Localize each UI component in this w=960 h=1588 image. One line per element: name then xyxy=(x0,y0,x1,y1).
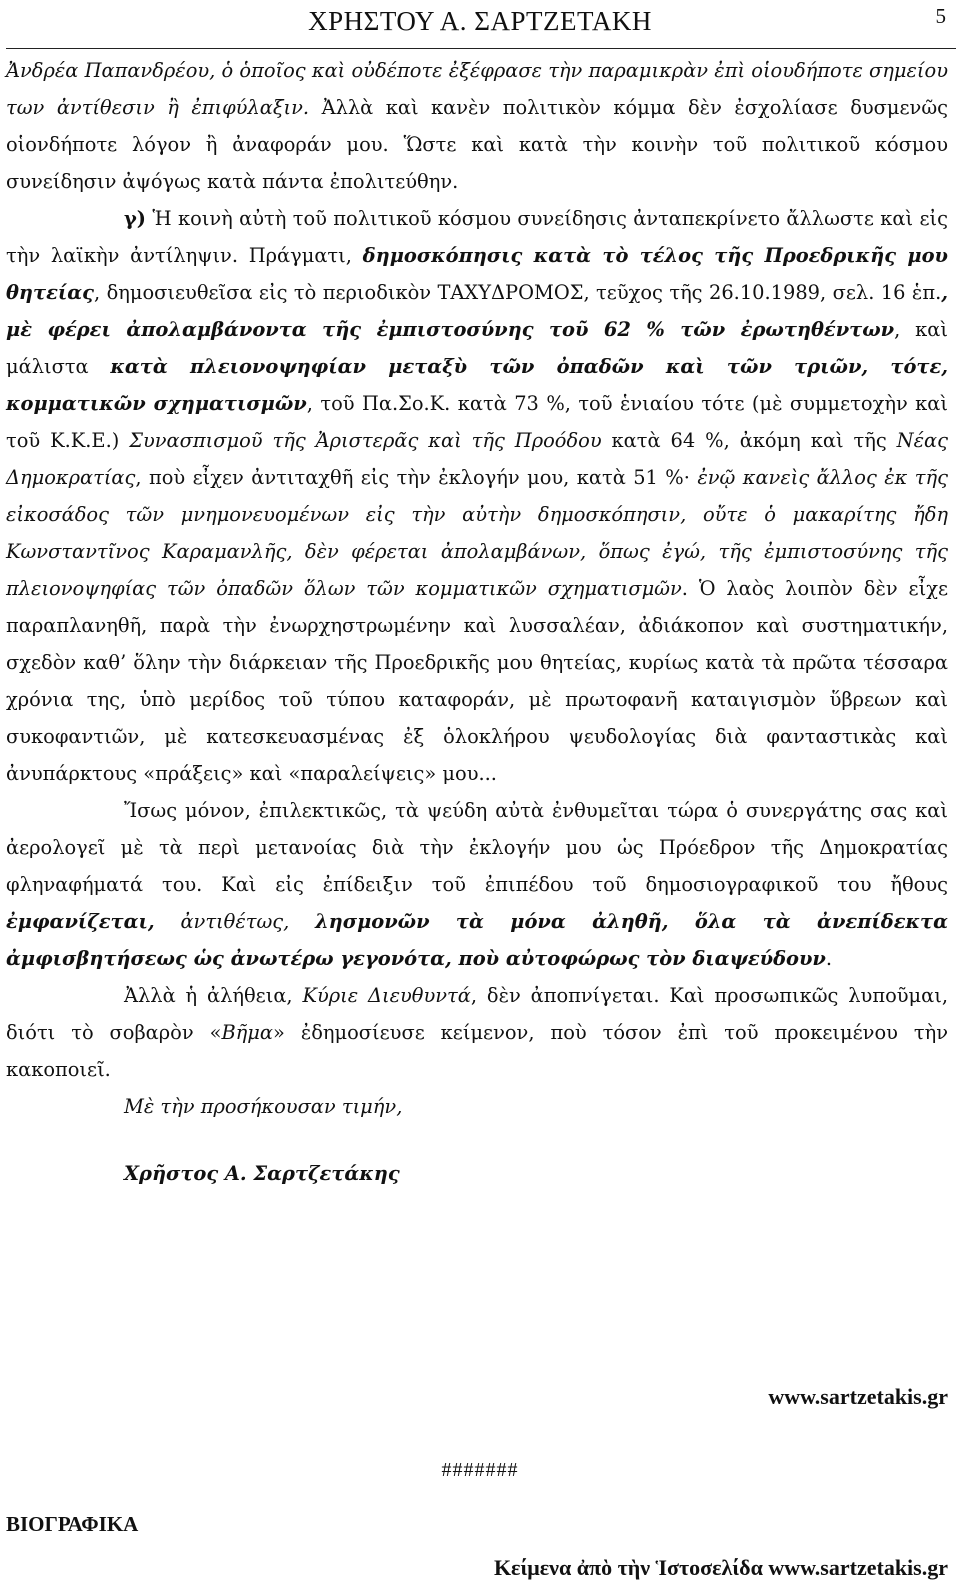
text-span: » ἐδημοσίευσε κείμενον, ποὺ τόσον ἐπὶ τοῦ προκειμένου τὴν κακοποιεῖ. xyxy=(6,1021,948,1081)
text-span: Ἀλλὰ καὶ κανὲν πολιτικὸν κόμμα δὲν ἐσχολίασε δυσμενῶς οἱονδήποτε λόγον ἢ ἀναφοράν μου. Ὥστε καὶ κατὰ τὴν κοινὴν τοῦ πολιτικοῦ κόσμου συνείδησιν ἀψόγως κατὰ πάντα ἐπολιτεύθην. xyxy=(6,96,948,193)
page-header xyxy=(0,4,960,44)
bold-italic-span: δημοσκόπησις κατὰ τὸ τέλος τῆς Προεδρικῆς μου θητείας xyxy=(6,244,948,304)
running-title: ΧΡΗΣΤΟΥ Α. ΣΑΡΤΖΕΤΑΚΗ xyxy=(308,6,652,36)
bold-italic-span: κατὰ πλειονοψηφίαν μεταξὺ τῶν ὀπαδῶν καὶ τῶν τριῶν, τότε, κομματικῶν σχηματισμῶν xyxy=(6,355,949,415)
page-footer: Κείμενα ἀπὸ τὴν Ἱστοσελίδα www.sartzetakis.gr xyxy=(493,1555,948,1580)
text-span: , τοῦ Πα.Σο.Κ. κατὰ 73 %, τοῦ ἑνιαίου τότε (μὲ συμμετοχὴν καὶ τοῦ Κ.Κ.Ε.) xyxy=(6,392,948,452)
paragraph-3 xyxy=(6,792,948,977)
paragraph-2 xyxy=(6,200,948,792)
header-rule xyxy=(6,48,956,49)
text-span: Ἡ κοινὴ αὐτὴ τοῦ πολιτικοῦ κόσμου συνείδησις ἀνταπεκρίνετο ἄλλωστε καὶ εἰς τὴν λαϊκὴν ἀντίληψιν. xyxy=(6,207,948,267)
paragraph-4 xyxy=(6,977,948,1088)
text-span: , ποὺ εἶχεν ἀντιταχθῆ εἰς τὴν ἐκλογήν μου, κατὰ 51 %· xyxy=(135,466,698,489)
bold-italic-span: , μὲ φέρει ἀπολαμβάνοντα τῆς ἐμπιστοσύνης τοῦ 62 % τῶν ἐρωτηθέντων xyxy=(6,281,948,341)
bold-italic-span: ἐμφανίζεται, xyxy=(6,910,155,933)
italic-span: Βῆμα xyxy=(221,1021,274,1044)
text-span: κατὰ 64 %, ἀκόμη καὶ τῆς xyxy=(601,429,897,452)
text-span: . Ὁ λαὸς λοιπὸν δὲν εἶχε παραπλανηθῆ, παρὰ τὴν ἐνωρχηστρωμένην καὶ λυσσαλέαν, ἀδιάκοπον καὶ συστηματικήν, σχεδὸν καθ’ ὅλην τὴν διάρκειαν τῆς Προεδρικῆς μου θητείας, κυρίως κατὰ τὰ πρῶτα τέσσαρα χρόνια της, ὑπὸ μερίδος τοῦ τύπου καταφοράν, μὲ πρωτοφανῆ καταιγισμὸν ὕβρεων καὶ συκοφαντιῶν, μὲ κατεσκευασμένας ἐξ ὁλοκλήρου ψευδολογίας διὰ φανταστικὰς καὶ ἀνυπάρκτους «πράξεις» καὶ «παραλείψεις» μου... xyxy=(6,577,948,785)
section-separator: ####### xyxy=(441,1459,519,1481)
section-label: γ) xyxy=(124,207,146,230)
page-number: 5 xyxy=(935,4,946,28)
text-span: . xyxy=(825,947,833,970)
text-span: Ἴσως μόνον, ἐπιλεκτικῶς, τὰ ψεύδη αὐτὰ ἐνθυμεῖται τώρα ὁ συνεργάτης σας καὶ ἀερολογεῖ μὲ τὰ περὶ μετανοίας διὰ τὴν ἐκλογήν μου ὡς Πρόεδρον τῆς Δημοκρατίας φληναφήματά του. Καὶ εἰς ἐπίδειξιν τοῦ ἐπιπέδου τοῦ δημοσιογραφικοῦ του ἤθους xyxy=(6,799,948,896)
text-span: , δημοσιευθεῖσα εἰς τὸ περιοδικὸν ΤΑΧΥΔΡΟΜΟΣ, τεῦχος τῆς 26.10.1989, σελ. 16 ἑπ. xyxy=(93,281,942,304)
text-span: , καὶ μάλιστα xyxy=(6,318,948,378)
italic-span: Ἀνδρέα Παπανδρέου, ὁ ὁποῖος καὶ οὐδέποτε ἐξέφρασε τὴν παραμικρὰν ἐπὶ οἱουδήποτε σημείου των ἀντίθεσιν ἢ ἐπιφύλαξιν. xyxy=(6,59,948,119)
italic-span: ἀντιθέτως, xyxy=(154,910,316,933)
closing-line: Μὲ τὴν προσήκουσαν τιμήν, xyxy=(124,1095,403,1118)
bold-italic-span: λησμονῶν τὰ μόνα ἀληθῆ, ὅλα τὰ ἀνεπίδεκτα ἀμφισβητήσεως ὡς ἀνωτέρω γεγονότα, ποὺ αὐτοφώρως τὸν διαψεύδουν xyxy=(6,910,948,970)
italic-span: Νέας Δημοκρατίας xyxy=(6,429,948,489)
text-span: , δὲν ἀποπνίγεται. Καὶ προσωπικῶς λυποῦμαι, διότι τὸ σοβαρὸν « xyxy=(6,984,949,1044)
italic-span: Συνασπισμοῦ τῆς Ἀριστερᾶς καὶ τῆς Προόδου xyxy=(129,429,602,452)
italic-span: ἐνῷ κανεὶς ἄλλος ἐκ τῆς εἰκοσάδος τῶν μνημονευομένων εἰς τὴν αὐτὴν δημοσκόπησιν, οὔτε ὁ μακαρίτης ἤδη Κωνσταντῖνος Καραμανλῆς, δὲν φέρεται ἀπολαμβάνων, ὅπως ἐγώ, τῆς ἐμπιστοσύνης τῆς πλειονοψηφίας τῶν ὀπαδῶν ὅλων τῶν κομματικῶν σχηματισμῶν xyxy=(6,466,948,600)
text-span: Ἀλλὰ ἡ ἀλήθεια, xyxy=(124,984,303,1007)
bio-heading: ΒΙΟΓΡΑΦΙΚΑ xyxy=(6,1512,139,1536)
signature: Χρῆστος Α. Σαρτζετάκης xyxy=(124,1162,400,1185)
letter-body xyxy=(6,52,948,1192)
text-span: Πράγματι, xyxy=(238,244,363,267)
italic-span: Κύριε Διευθυντά xyxy=(302,984,471,1007)
website-link[interactable]: www.sartzetakis.gr xyxy=(768,1384,948,1409)
paragraph-1 xyxy=(6,52,948,200)
